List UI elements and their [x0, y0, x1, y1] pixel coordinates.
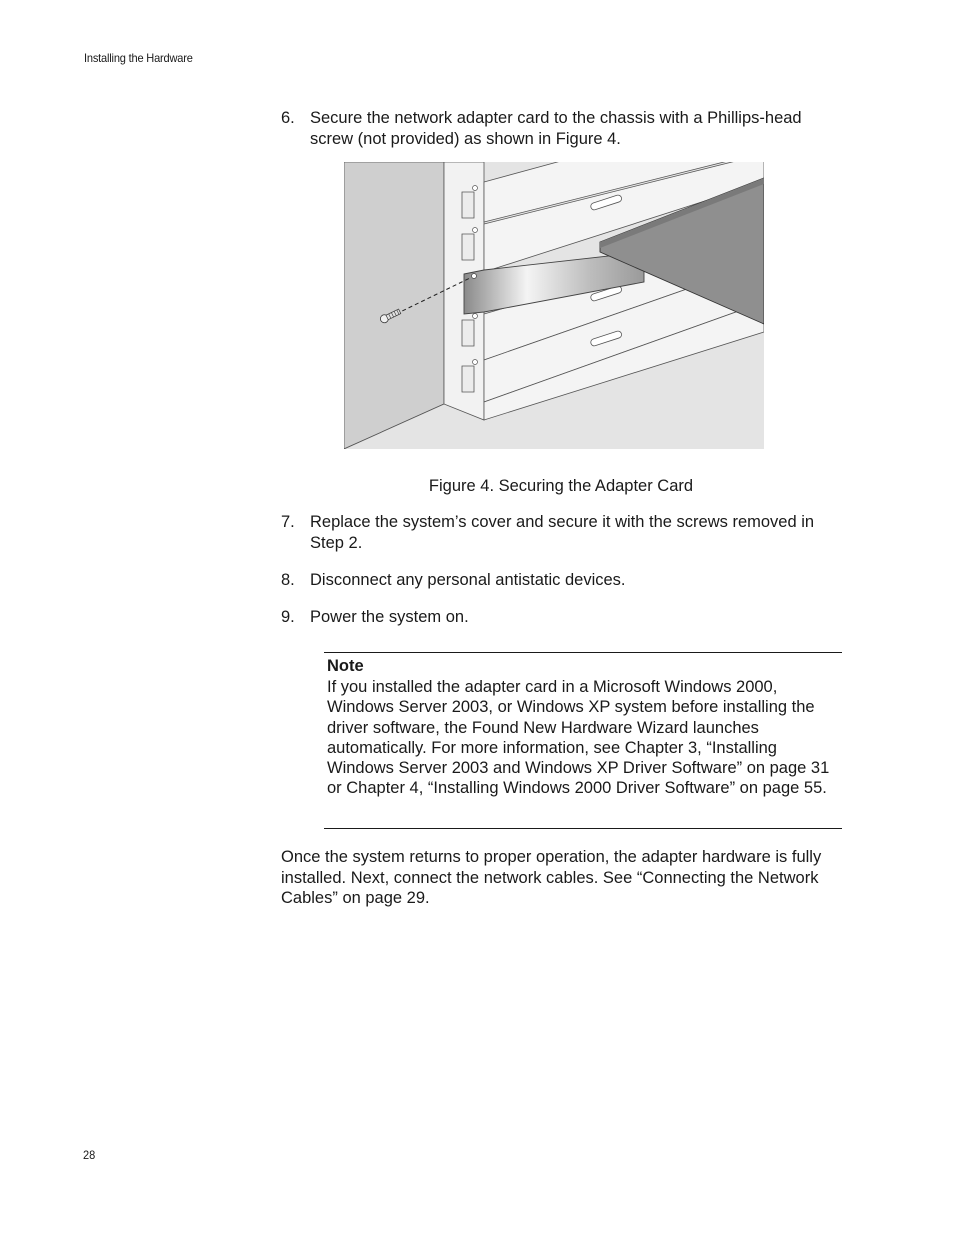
step-8	[281, 570, 841, 591]
step-number: 8.	[281, 571, 295, 589]
step-7	[281, 512, 841, 553]
running-header: Installing the Hardware	[84, 51, 193, 65]
note-box	[324, 652, 842, 829]
step-number: 9.	[281, 608, 295, 626]
page-number: 28	[83, 1148, 96, 1162]
note-body: If you installed the adapter card in a Microsoft Windows 2000, Windows Server 2003, or Windows XP system before installing the driver software, the Found New Hardware Wizard launches automatically. For more information, see Chapter 3, “Installing Windows Server 2003 and Windows XP Driver Software” on page 31 or Chapter 4, “Installing Windows 2000 Driver Software” on page 55.	[327, 678, 830, 798]
step-6	[281, 108, 841, 149]
step-number: 6.	[281, 109, 295, 127]
step-text: Secure the network adapter card to the chassis with a Phillips-head screw (not provided) as shown in Figure 4.	[310, 109, 802, 148]
figure-caption: Figure 4. Securing the Adapter Card	[428, 477, 694, 495]
step-text: Disconnect any personal antistatic devices.	[310, 571, 626, 589]
step-text: Replace the system’s cover and secure it with the screws removed in Step 2.	[310, 513, 815, 552]
step-9	[281, 607, 841, 628]
adapter-card-illustration	[344, 162, 764, 449]
closing-paragraph: Once the system returns to proper operation, the adapter hardware is fully installed. Next, connect the network cables. See “Connecting the Network Cables” on page 29.	[281, 848, 822, 907]
note-title: Note	[327, 657, 364, 675]
step-text: Power the system on.	[310, 608, 469, 626]
step-number: 7.	[281, 513, 295, 531]
